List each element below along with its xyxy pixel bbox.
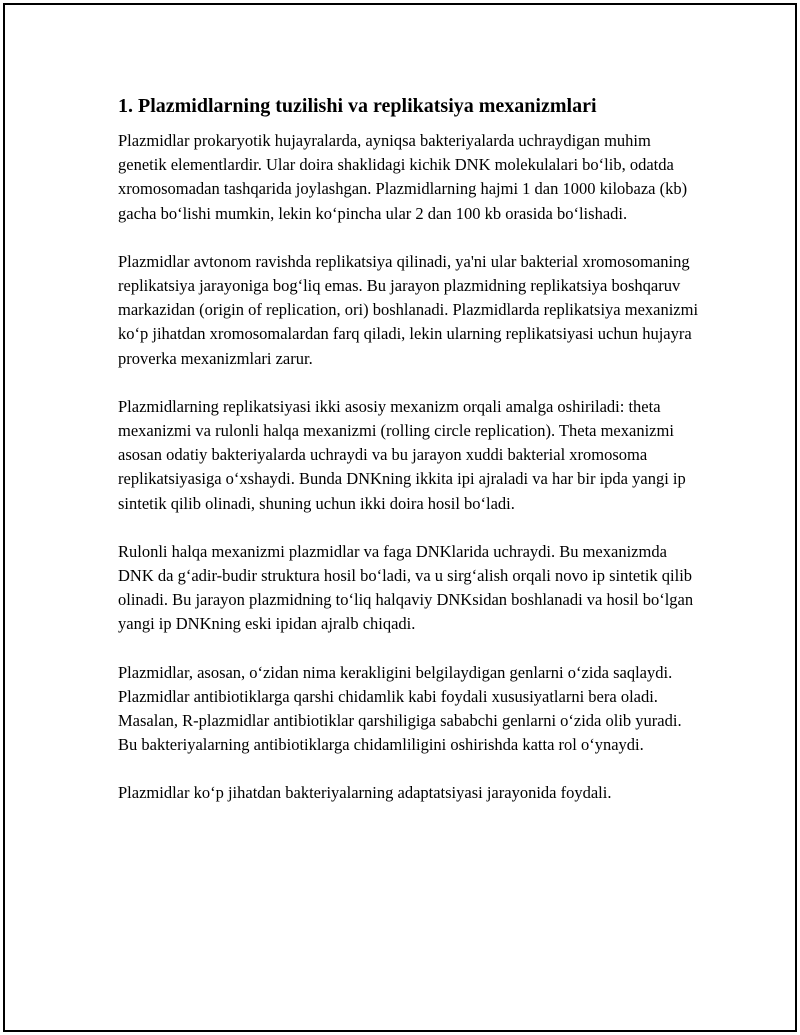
- paragraph-4: Rulonli halqa mexanizmi plazmidlar va faga DNKlarida uchraydi. Bu mexanizmda DNK da g‘adir-budir struktura hosil bo‘ladi, va u sirg‘alish orqali novo ip sintetik qilib olinadi. Bu jarayon plazmidning to‘liq halqaviy DNKsidan boshlanadi va hosil bo‘lgan yangi ip DNKning eski ipidan ajralb chiqadi.: [118, 541, 694, 634]
- document-body: [118, 93, 700, 830]
- paragraph-2: Plazmidlar avtonom ravishda replikatsiya qilinadi, ya'ni ular bakterial xromosomaning replikatsiya jarayoniga bog‘liq emas. Bu jarayon plazmidning replikatsiya boshqaruv markazidan (origin of replication, ori) boshlanadi. Plazmidlarda replikatsiya mexanizmi ko‘p jihatdan xromosomalardan farq qiladi, lekin ularning replikatsiyasi uchun hujayra proverka mexanizmlari zarur.: [118, 251, 699, 368]
- paragraph-3: Plazmidlarning replikatsiyasi ikki asosiy mexanizm orqali amalga oshiriladi: theta mexanizmi va rulonli halqa mexanizmi (rolling circle replication). Theta mexanizmi asosan odatiy bakteriyalarda uchraydi va bu jarayon xuddi bakterial xromosoma replikatsiyasiga o‘xshaydi. Bunda DNKning ikkita ipi ajraladi va har bir ipda yangi ip sintetik qilib olinadi, shuning uchun ikki doira hosil bo‘ladi.: [118, 396, 686, 513]
- paragraph-6: Plazmidlar ko‘p jihatdan bakteriyalarning adaptatsiyasi jarayonida foydali.: [118, 783, 612, 803]
- paragraph-5: Plazmidlar, asosan, o‘zidan nima kerakligini belgilaydigan genlarni o‘zida saqlaydi. Plazmidlar antibiotiklarga qarshi chidamlik kabi foydali xususiyatlarni bera oladi. Masalan, R-plazmidlar antibiotiklar qarshiligiga sababchi genlarni o‘zida olib yuradi. Bu bakteriyalarning antibiotiklarga chidamliligini oshirishda katta rol o‘ynaydi.: [118, 662, 682, 755]
- section-heading: 1. Plazmidlarning tuzilishi va replikatsiya mexanizmlari: [118, 95, 597, 117]
- paragraph-1: Plazmidlar prokaryotik hujayralarda, ayniqsa bakteriyalarda uchraydigan muhim genetik elementlardir. Ular doira shaklidagi kichik DNK molekulalari bo‘lib, odatda xromosomadan tashqarida joylashgan. Plazmidlarning hajmi 1 dan 1000 kilobaza (kb) gacha bo‘lishi mumkin, lekin ko‘pincha ular 2 dan 100 kb orasida bo‘lishadi.: [118, 131, 688, 223]
